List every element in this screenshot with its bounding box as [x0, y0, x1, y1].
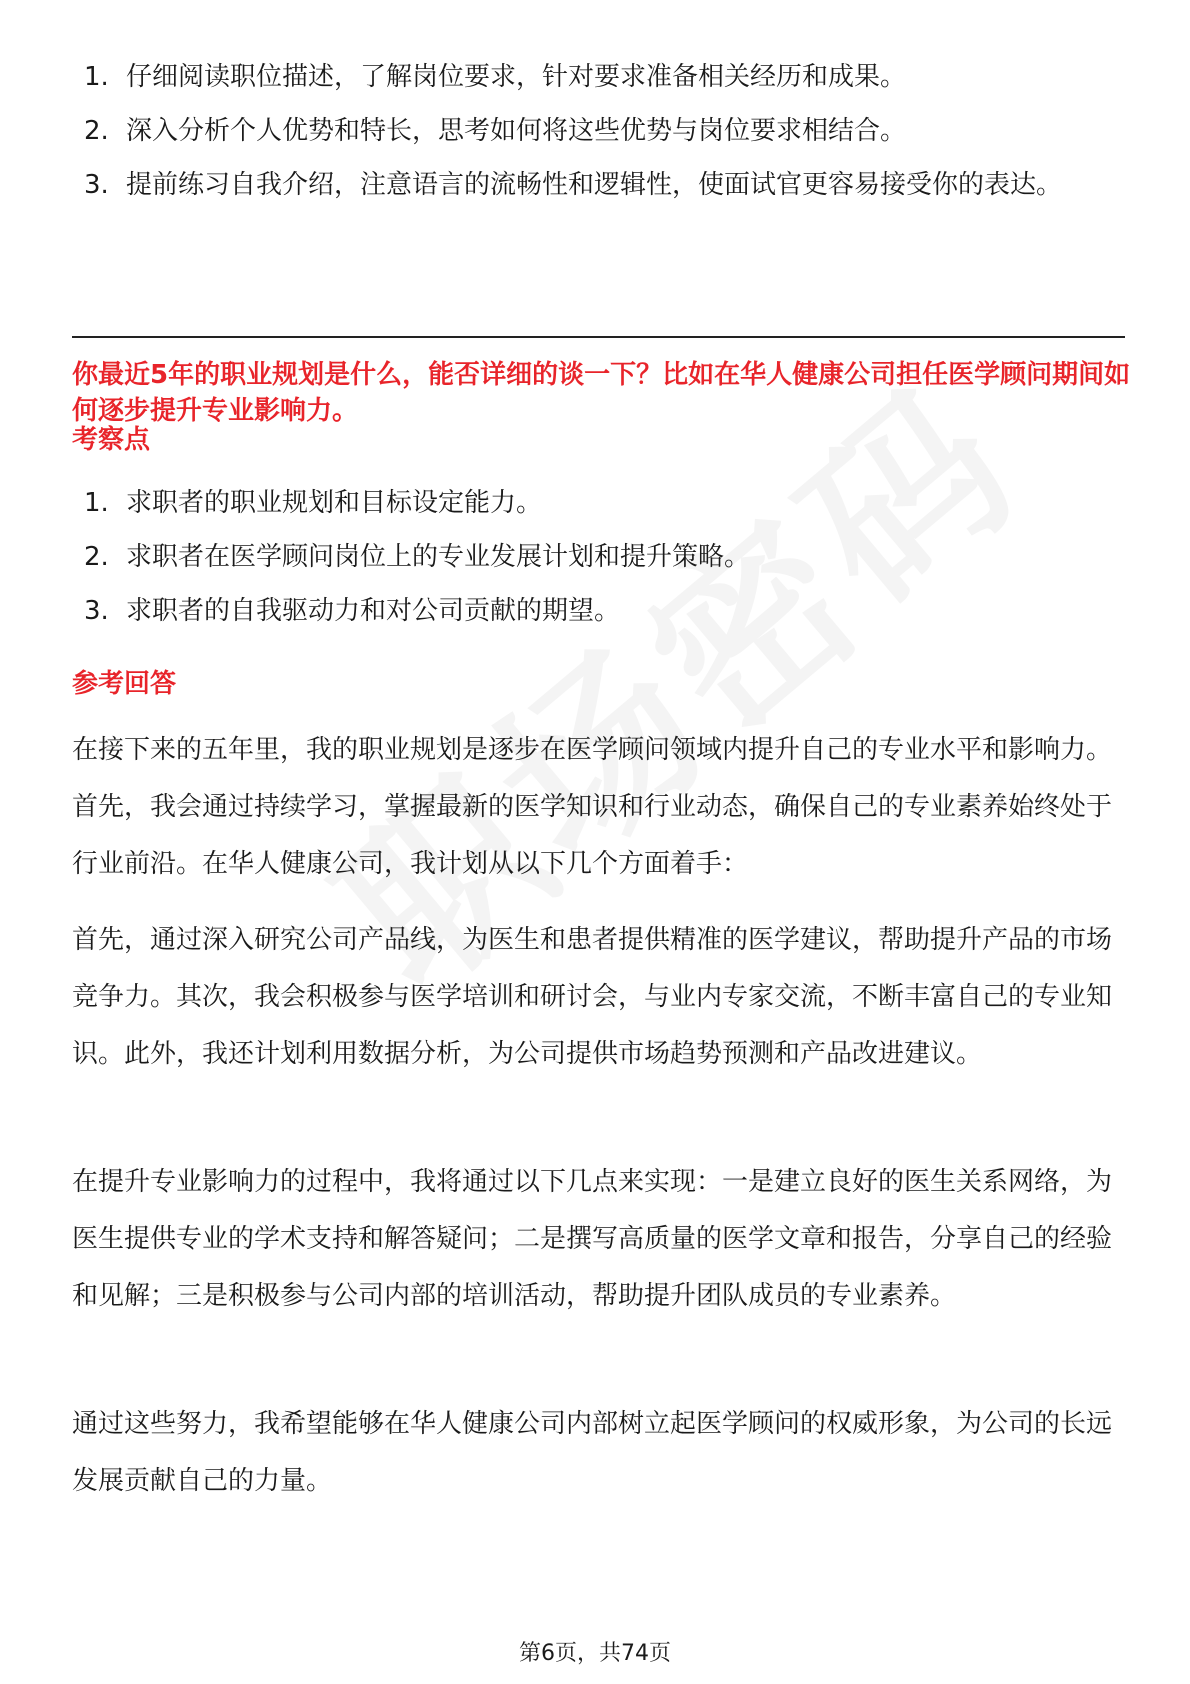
list-text: 求职者在医学顾问岗位上的专业发展计划和提升策略。 — [126, 542, 751, 572]
list-item — [84, 530, 1124, 584]
reference-answer-title: 参考回答 — [72, 669, 177, 699]
list-number: 2. — [84, 116, 109, 146]
list-text: 求职者的职业规划和目标设定能力。 — [126, 488, 543, 518]
answer-paragraph: 首先，通过深入研究公司产品线，为医生和患者提供精准的医学建议，帮助提升产品的市场竞争力。其次，我会积极参与医学培训和研讨会，与业内专家交流，不断丰富自己的专业知识。此外，我还计划利用数据分析，为公司提供市场趋势预测和产品改进建议。 — [72, 925, 1113, 1069]
list-number: 2. — [84, 542, 109, 572]
list-number: 3. — [84, 170, 109, 200]
list-text: 求职者的自我驱动力和对公司贡献的期望。 — [126, 596, 621, 626]
list-text: 提前练习自我介绍，注意语言的流畅性和逻辑性，使面试官更容易接受你的表达。 — [126, 170, 1063, 200]
answer-paragraph: 通过这些努力，我希望能够在华人健康公司内部树立起医学顾问的权威形象，为公司的长远发展贡献自己的力量。 — [72, 1409, 1113, 1496]
list-number: 1. — [84, 488, 109, 518]
exam-points-list — [84, 476, 1124, 638]
interview-question: 你最近5年的职业规划是什么，能否详细的谈一下？比如在华人健康公司担任医学顾问期间如何逐步提升专业影响力。 — [72, 360, 1131, 426]
preparation-list — [84, 50, 1124, 212]
page-number: 第6页，共74页 — [519, 1641, 671, 1666]
list-item — [84, 476, 1124, 530]
list-text: 仔细阅读职位描述，了解岗位要求，针对要求准备相关经历和成果。 — [126, 62, 907, 92]
section-divider — [72, 336, 1125, 338]
list-item — [84, 584, 1124, 638]
list-item — [84, 50, 1124, 104]
answer-paragraph: 在接下来的五年里，我的职业规划是逐步在医学顾问领域内提升自己的专业水平和影响力。首先，我会通过持续学习，掌握最新的医学知识和行业动态，确保自己的专业素养始终处于行业前沿。在华人健康公司，我计划从以下几个方面着手： — [72, 735, 1113, 879]
list-number: 3. — [84, 596, 109, 626]
list-item — [84, 158, 1124, 212]
list-number: 1. — [84, 62, 109, 92]
answer-paragraph: 在提升专业影响力的过程中，我将通过以下几点来实现：一是建立良好的医生关系网络，为医生提供专业的学术支持和解答疑问；二是撰写高质量的医学文章和报告，分享自己的经验和见解；三是积极参与公司内部的培训活动，帮助提升团队成员的专业素养。 — [72, 1167, 1113, 1311]
list-item — [84, 104, 1124, 158]
exam-points-title: 考察点 — [72, 425, 151, 455]
list-text: 深入分析个人优势和特长，思考如何将这些优势与岗位要求相结合。 — [126, 116, 907, 146]
